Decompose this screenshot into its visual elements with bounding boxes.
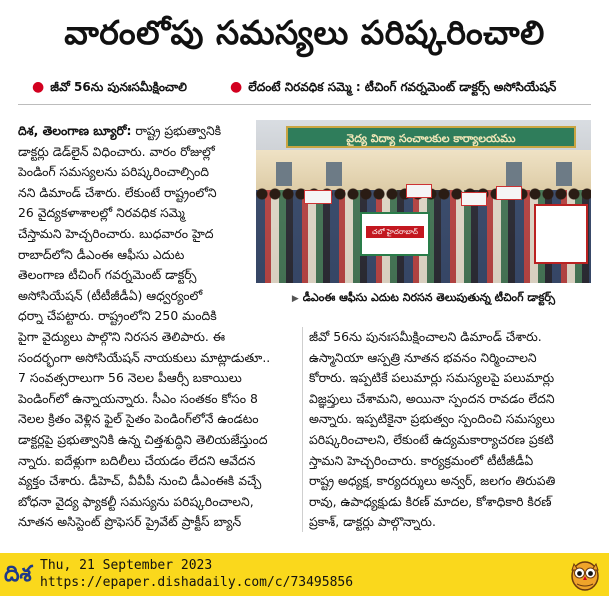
- article-line: రావు, ఉపాధ్యక్షుడు కిరణ్ మాదల, కోశాధికారి కిరణ్: [309, 493, 552, 509]
- photo-caption-text: డీఎంఈ ఆఫీసు ఎదుట నిరసన తెలుపుతున్న టీచింగ్ డాక్టర్స్: [302, 291, 556, 304]
- photo-caption: [256, 288, 591, 308]
- article-line: అన్నారు. ఇప్పటికైనా ప్రభుత్వం స్పందించి సమస్యలు: [309, 411, 555, 427]
- article-line: ఉస్మానియా ఆస్పత్రి నూతన భవనం నిర్మించాలని: [309, 349, 537, 365]
- article-line: బోధనా వైద్య ఫ్యాకల్టీ సమస్యను పరిష్కరించాలని,: [18, 493, 254, 509]
- article-line: ప్రకాశ్, డాక్టర్లు పాల్గొన్నారు.: [309, 514, 436, 530]
- subheadline-2-text: లేదంటే నిరవధిక సమ్మె : టీచింగ్ గవర్నమెంట్ డాక్టర్స్ అసోసియేషన్: [248, 80, 557, 94]
- building-window: [276, 162, 292, 186]
- protest-photo: [256, 120, 591, 283]
- article-line: జీవో 56ను పునఃసమీక్షించాలని డిమాండ్ చేశారు.: [309, 329, 542, 344]
- article-line: తెలంగాణ టీచింగ్ గవర్నమెంట్ డాక్టర్స్: [18, 267, 197, 283]
- article-line: విజ్ఞప్తులు చేశామని, అయినా స్పందన రావడం లేదని: [309, 390, 555, 406]
- article-column-left: [18, 121, 250, 327]
- building-window: [506, 162, 522, 186]
- article-line: కోరారు. ఇప్పటికే పలుమార్లు సమస్యలపై పలుమార్లు: [309, 370, 555, 386]
- epaper-link[interactable]: https://epaper.dishadaily.com/c/73495856: [40, 575, 354, 590]
- subheadline-2: [230, 76, 556, 98]
- article-line: నని డిమాండ్ చేశారు. లేకుంటే రాష్ట్రంలోని: [18, 184, 217, 200]
- office-signboard: వైద్య విద్యా సంచాలకుల కార్యాలయము: [286, 126, 576, 148]
- publication-date: Thu, 21 September 2023: [40, 558, 213, 573]
- article-headline: వారంలోపు సమస్యలు పరిష్కరించాలి: [64, 13, 545, 52]
- bullet-icon: ●: [230, 79, 243, 95]
- article-line: నూతన అసిస్టెంట్ ప్రొఫెసర్ ప్రైవేట్ ప్రాక్టీస్ బ్యాన్: [18, 514, 242, 530]
- article-line: పరిష్కరించాలని, లేకుంటే ఉద్యమకార్యాచరణ ప్రకటి: [309, 431, 554, 447]
- building-window: [326, 162, 342, 186]
- article-column-bottom-left: [18, 327, 288, 533]
- owl-icon: [567, 556, 603, 592]
- protest-placard: [461, 192, 487, 206]
- article-line: పెండింగ్‌లో ఉన్నాయన్నారు. సీఎం సంతకం కోసం 8: [18, 390, 258, 406]
- article-line: [18, 121, 250, 142]
- article-line: డాక్టర్లపై ప్రభుత్వానికి ఉన్న చిత్తశుద్ధిని తెలియజేస్తుంద: [18, 431, 268, 447]
- article-line: పైగా వైద్యులు పాల్గొని నిరసన తెలిపారు. ఈ: [18, 329, 226, 344]
- article-line: చేస్తామని హెచ్చరించారు. బుధవారం హైద: [18, 225, 214, 241]
- chalo-hyderabad-placard: [360, 212, 430, 256]
- placard-text: చలో హైదరాబాద్: [366, 226, 424, 238]
- subheadline-1: [32, 76, 187, 98]
- disha-logo[interactable]: [4, 559, 36, 589]
- article-line: న్నారు. ఐదేళ్లుగా బదిలీలు చేయడం లేదని ఆవేదన: [18, 452, 256, 468]
- caption-arrow-icon: ▶: [291, 294, 299, 304]
- article-line: నెలల క్రితం వెళ్లిన ఫైల్ సైతం పెండింగ్‌లోనే ఉండటం: [18, 411, 259, 427]
- article-line: 26 వైద్యకళాశాలల్లో నిరవధిక సమ్మె: [18, 205, 185, 221]
- article-line: వ్యక్తం చేశారు. డీహెచ్, వీవీపీ నుంచి డీఎంఈకి వచ్చే: [18, 473, 262, 489]
- disha-logo-text: దిశ: [4, 561, 32, 587]
- building-window: [556, 162, 572, 186]
- column-divider: [302, 327, 303, 532]
- subheadline-1-text: జీవో 56ను పునఃసమీక్షించాలి: [50, 80, 187, 94]
- article-line: ధర్నా చేపట్టారు. రాష్ట్రంలోని 250 మందికి: [18, 308, 217, 324]
- article-line: సందర్భంగా అసోసియేషన్ నాయకులు మాట్లాడుతూ..: [18, 349, 271, 365]
- article-line-text: రాష్ట్ర ప్రభుత్వానికి: [135, 123, 222, 138]
- bullet-icon: ●: [32, 79, 45, 95]
- epaper-footer: [0, 553, 609, 596]
- article-line: రాబాద్‌లోని డీఎంఈ ఆఫీసు ఎదుట: [18, 246, 185, 262]
- article-line: 7 సంవత్సరాలుగా 56 నెలల పీఆర్సీ బకాయిలు: [18, 370, 242, 386]
- protest-placard: [496, 186, 522, 200]
- dateline: దిశ, తెలంగాణ బ్యూరో:: [18, 123, 132, 138]
- protest-placard: [406, 184, 432, 198]
- article-line: అసోసియేషన్ (టీటీజీడీఏ) ఆధ్వర్యంలో: [18, 287, 203, 303]
- protest-placard: [304, 190, 332, 204]
- article-column-right: [309, 327, 593, 533]
- article-line: పెండింగ్ సమస్యలను పరిష్కరించాల్సింది: [18, 164, 209, 180]
- article-line: రాష్ట్ర అధ్యక్ష, కార్యదర్శులు అన్వర్, జలగం తిరుపతి: [309, 473, 556, 489]
- article-line: డాక్టర్లు డెడ్‌లైన్ విధించారు. వారం రోజుల్లో: [18, 143, 215, 159]
- article-line: స్తామని హెచ్చరించారు. కార్యక్రమంలో టీటీజీడీఏ: [309, 452, 534, 468]
- side-banner: [534, 204, 588, 264]
- divider: [18, 104, 591, 105]
